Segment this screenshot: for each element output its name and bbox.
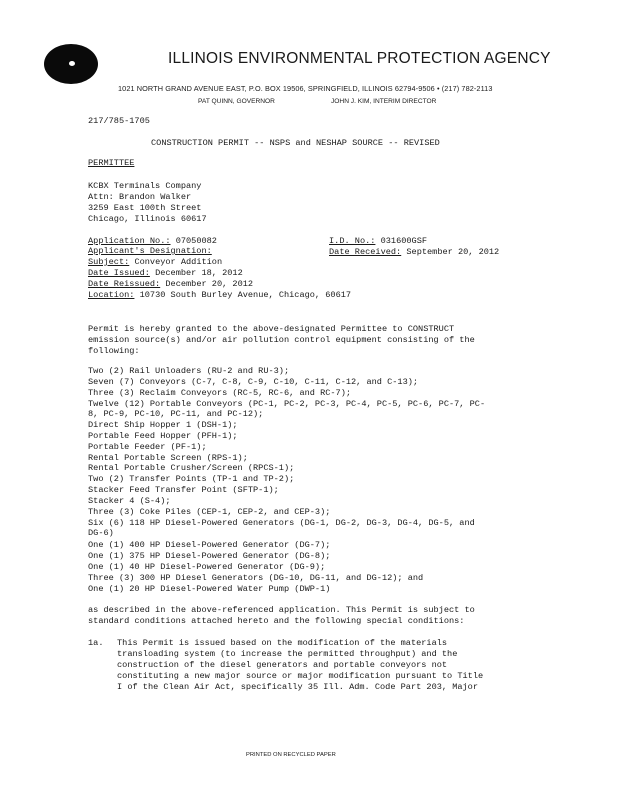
date-reissued-label: Date Reissued:: [88, 279, 161, 289]
agency-address: 1021 NORTH GRAND AVENUE EAST, P.O. BOX 19506, SPRINGFIELD, ILLINOIS 62794-9506 • (217) 782-2113: [118, 84, 493, 93]
subject-row: [88, 257, 222, 267]
date-issued-row: [88, 268, 243, 278]
director-name: JOHN J. KIM, INTERIM DIRECTOR: [331, 98, 437, 105]
permittee-line: Attn: Brandon Walker: [88, 192, 192, 202]
date-received-value: September 20, 2012: [406, 247, 500, 257]
date-reissued-row: [88, 279, 253, 289]
subject-value: Conveyor Addition: [134, 257, 223, 267]
equipment-line: Portable Feed Hopper (PFH-1);: [88, 431, 238, 441]
intro-line: emission source(s) and/or air pollution control equipment consisting of the: [88, 335, 475, 345]
date-received-label: Date Received:: [329, 247, 402, 257]
equipment-line: One (1) 400 HP Diesel-Powered Generator (DG-7);: [88, 540, 331, 550]
permittee-line: Chicago, Illinois 60617: [88, 214, 207, 224]
equipment-line: 8, PC-9, PC-10, PC-11, and PC-12);: [88, 409, 264, 419]
equipment-line: DG-6): [88, 528, 114, 538]
condition-line: transloading system (to increase the permitted throughput) and the: [117, 649, 458, 659]
condition-line: constituting a new major source or major modification pursuant to Title: [117, 671, 484, 681]
equipment-line: Rental Portable Screen (RPS-1);: [88, 453, 248, 463]
equipment-line: Two (2) Rail Unloaders (RU-2 and RU-3);: [88, 366, 290, 376]
id-number-label: I.D. No.:: [329, 236, 376, 246]
permit-title: CONSTRUCTION PERMIT -- NSPS and NESHAP SOURCE -- REVISED: [151, 138, 440, 148]
seal-highlight: [69, 61, 75, 66]
condition-number: 1a.: [88, 638, 104, 648]
date-issued-label: Date Issued:: [88, 268, 150, 278]
equipment-line: One (1) 40 HP Diesel-Powered Generator (DG-9);: [88, 562, 326, 572]
phone-number: 217/785-1705: [88, 116, 150, 126]
date-reissued-value: December 20, 2012: [165, 279, 254, 289]
closing-line: as described in the above-referenced application. This Permit is subject to: [88, 605, 475, 615]
permittee-line: KCBX Terminals Company: [88, 181, 202, 191]
equipment-line: Three (3) Reclaim Conveyors (RC-5, RC-6, and RC-7);: [88, 388, 352, 398]
condition-line: construction of the diesel generators and portable conveyors not: [117, 660, 448, 670]
closing-line: standard conditions attached hereto and the following special conditions:: [88, 616, 465, 626]
permittee-heading: PERMITTEE: [88, 158, 135, 168]
application-number-row: [88, 236, 217, 246]
equipment-line: Two (2) Transfer Points (TP-1 and TP-2);: [88, 474, 295, 484]
equipment-line: Six (6) 118 HP Diesel-Powered Generators (DG-1, DG-2, DG-3, DG-4, DG-5, and: [88, 518, 475, 528]
equipment-line: Stacker 4 (S-4);: [88, 496, 171, 506]
date-received-row: [329, 247, 499, 257]
condition-line: This Permit is issued based on the modification of the materials: [117, 638, 448, 648]
designation-label: Applicant's Designation:: [88, 246, 212, 256]
equipment-line: One (1) 375 HP Diesel-Powered Generator (DG-8);: [88, 551, 331, 561]
designation-row: [88, 246, 212, 256]
agency-name: ILLINOIS ENVIRONMENTAL PROTECTION AGENCY: [168, 50, 551, 67]
equipment-line: Direct Ship Hopper 1 (DSH-1);: [88, 420, 238, 430]
intro-line: following:: [88, 346, 140, 356]
id-number-value: 031600GSF: [380, 236, 428, 246]
equipment-line: Twelve (12) Portable Conveyors (PC-1, PC-2, PC-3, PC-4, PC-5, PC-6, PC-7, PC-: [88, 399, 486, 409]
equipment-line: Portable Feeder (PF-1);: [88, 442, 207, 452]
equipment-line: Stacker Feed Transfer Point (SFTP-1);: [88, 485, 279, 495]
application-number-label: Application No.:: [88, 236, 171, 246]
subject-label: Subject:: [88, 257, 130, 267]
equipment-line: Seven (7) Conveyors (C-7, C-8, C-9, C-10, C-11, C-12, and C-13);: [88, 377, 419, 387]
date-issued-value: December 18, 2012: [155, 268, 243, 278]
equipment-line: Rental Portable Crusher/Screen (RPCS-1);: [88, 463, 295, 473]
equipment-line: One (1) 20 HP Diesel-Powered Water Pump (DWP-1): [88, 584, 331, 594]
application-number-value: 07050082: [175, 236, 217, 246]
location-value: 10730 South Burley Avenue, Chicago, 60617: [139, 290, 352, 300]
permittee-line: 3259 East 100th Street: [88, 203, 202, 213]
location-row: [88, 290, 351, 300]
location-label: Location:: [88, 290, 135, 300]
governor-name: PAT QUINN, GOVERNOR: [198, 98, 275, 105]
condition-line: I of the Clean Air Act, specifically 35 Ill. Adm. Code Part 203, Major: [117, 682, 478, 692]
equipment-line: Three (3) 300 HP Diesel Generators (DG-10, DG-11, and DG-12); and: [88, 573, 424, 583]
recycled-paper-footer: PRINTED ON RECYCLED PAPER: [246, 752, 336, 758]
equipment-line: Three (3) Coke Piles (CEP-1, CEP-2, and CEP-3);: [88, 507, 331, 517]
id-number-row: [329, 236, 427, 246]
intro-line: Permit is hereby granted to the above-designated Permittee to CONSTRUCT: [88, 324, 455, 334]
